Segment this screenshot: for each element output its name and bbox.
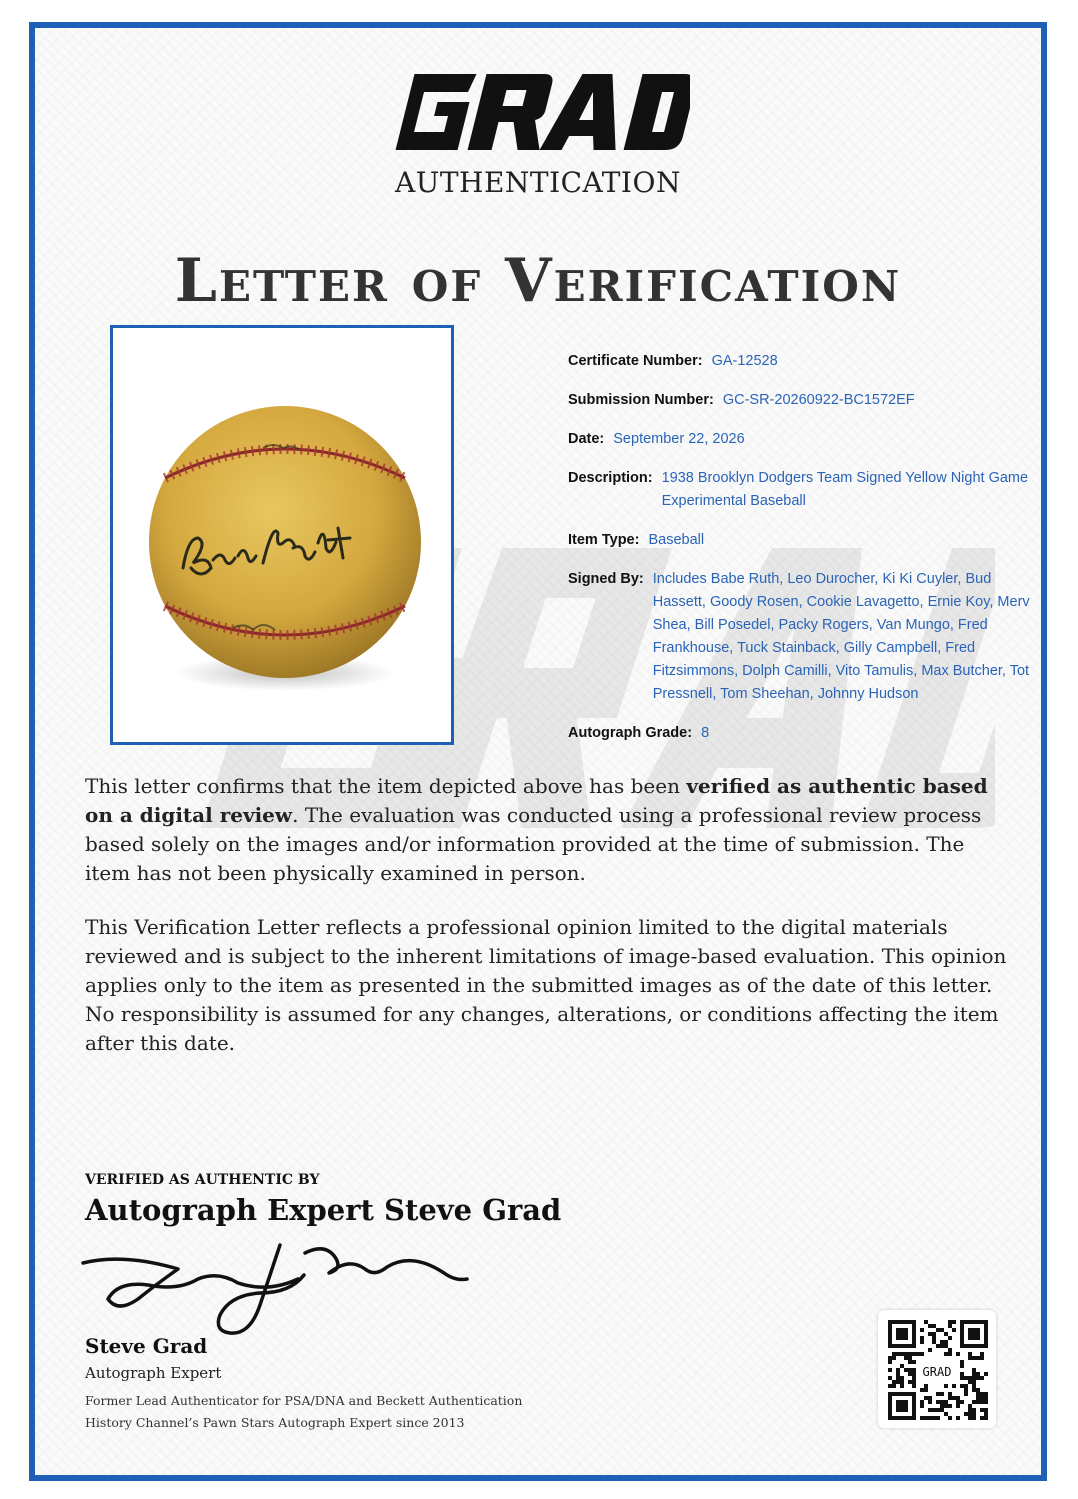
baseball-image [113,328,451,742]
signer-name: Steve Grad [85,1334,208,1358]
date-value: September 22, 2026 [613,431,745,447]
date-label: Date: [568,431,605,447]
qr-center-text: GRAD [922,1365,952,1379]
qr-code-icon [878,1310,996,1428]
expert-title: Autograph Expert Steve Grad [85,1193,562,1227]
date-row [568,428,1038,451]
signed-by-label: Signed By: [568,571,644,587]
item-type-label: Item Type: [568,532,640,548]
signer-role: Autograph Expert [85,1364,222,1382]
body-p1-end: . The evaluation was conducted using a professional review process based solely on the images and/or information provided at the time of submission. The item has not been physically examined in person. [85,803,982,885]
item-photo [110,325,454,745]
certificate-number-row [568,350,1038,373]
autograph-grade-row [568,722,1038,745]
body-paragraph-2: This Verification Letter reflects a professional opinion limited to the digital materials reviewed and is subject to the inherent limitations of image-based evaluation. This opinion applies only to the item as presented in the submitted images as of the date of this letter. No responsibility is assumed for any changes, alterations, or conditions affecting the item after this date. [85,915,1007,1055]
description-label: Description: [568,470,653,486]
letter-body [85,772,1010,1083]
description-value: 1938 Brooklyn Dodgers Team Signed Yellow Night Game Experimental Baseball [661,470,1029,509]
verified-by-label: VERIFIED AS AUTHENTIC BY [85,1172,320,1188]
handwritten-signature [75,1233,475,1343]
autograph-grade-label: Autograph Grade: [568,725,693,741]
description-row [568,467,1038,513]
logo-subtitle: AUTHENTICATION [395,166,681,199]
grad-logo [390,68,690,154]
signed-by-row [568,568,1038,706]
body-p1-start: This letter confirms that the item depicted above has been [85,774,687,798]
qr-code[interactable] [878,1310,996,1428]
certificate-number-value: GA-12528 [711,353,778,369]
item-type-value: Baseball [648,532,705,548]
item-type-row [568,529,1038,552]
certificate-number-label: Certificate Number: [568,353,703,369]
submission-number-label: Submission Number: [568,392,714,408]
submission-number-value: GC-SR-20260922-BC1572EF [722,392,915,408]
autograph-grade-value: 8 [701,725,710,741]
credential-line-2: History Channel’s Pawn Stars Autograph Expert since 2013 [85,1415,465,1430]
page-title: Letter of Verification [174,246,902,316]
certificate-frame [29,22,1047,1481]
signer-credentials [85,1390,522,1434]
body-paragraph-1 [85,772,1010,888]
body-p1-bold: verified as authentic based on a digital review [85,774,988,827]
certificate-details [568,350,1038,761]
submission-number-row [568,389,1038,412]
credential-line-1: Former Lead Authenticator for PSA/DNA and Beckett Authentication [85,1393,523,1408]
signed-by-value: Includes Babe Ruth, Leo Durocher, Ki Ki Cuyler, Bud Hassett, Goody Rosen, Cookie Lavagetto, Ernie Koy, Merv Shea, Bill Posedel, Packy Rogers, Van Mungo, Fred Frankhouse, Tuck Stainback, Gilly Campbell, Fred Fitzsimmons, Dolph Camilli, Vito Tamulis, Max Butcher, Tot Pressnell, Tom Sheehan, Johnny Hudson [652,571,1030,702]
